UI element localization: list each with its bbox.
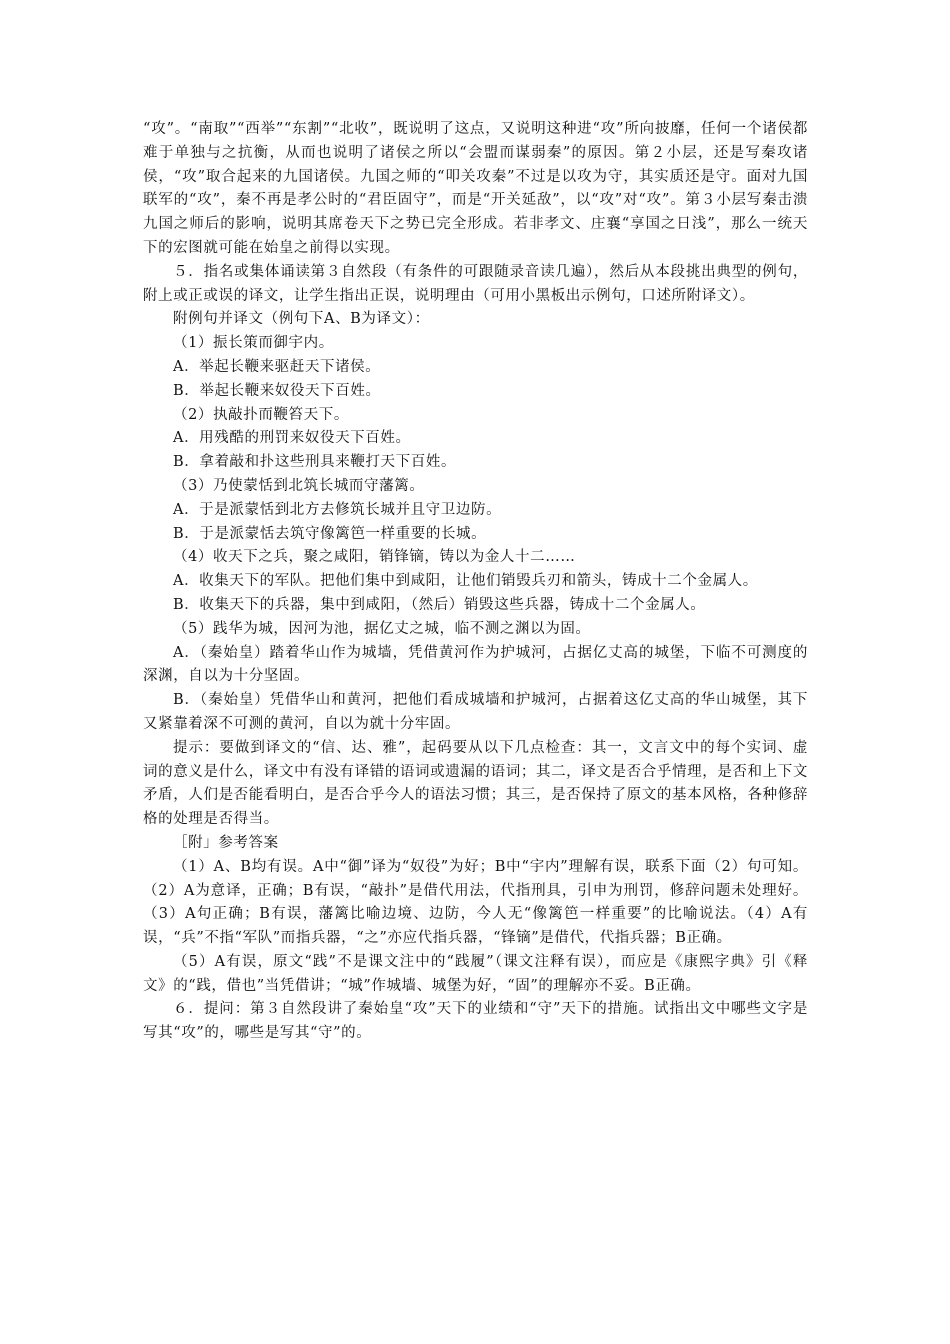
example-3-translation-a: A．于是派蒙恬到北方去修筑长城并且守卫边防。 [173, 501, 502, 518]
answers-1-to-4: （1）A、B均有误。A中“御”译为“奴役”为好；B中“宇内”理解有误，联系下面（2）句可知。（2）A为意译，正确；B有误，“敲扑”是借代用法，代指刑具，引申为刑罚，修辞问题未处理好。（3）A句正确；B有误，藩篱比喻边境、边防，今人无“像篱笆一样重要”的比喻说法。（4）A有误，“兵”不指“军队”而指兵器，“之”亦应代指兵器，“锋镝”是借代，代指兵器；B正确。 [143, 858, 808, 947]
example-4-sentence: （4）收天下之兵，聚之咸阳，销锋镝，铸以为金人十二…… [173, 549, 576, 566]
document-page [143, 118, 808, 1046]
example-2-translation-b: B．拿着敲和扑这些刑具来鞭打天下百姓。 [173, 454, 457, 471]
example-1-translation-b: B．举起长鞭来奴役天下百姓。 [173, 382, 381, 399]
example-1-translation-a: A．举起长鞭来驱赶天下诸侯。 [173, 358, 381, 375]
example-2-translation-a: A．用残酷的刑罚来奴役天下百姓。 [173, 430, 411, 447]
example-3-sentence: （3）乃使蒙恬到北筑长城而守藩篱。 [173, 477, 425, 494]
example-1-sentence: （1）振长策而御宇内。 [173, 335, 334, 352]
example-5-translation-a: A．（秦始皇）踏着华山作为城墙，凭借黄河作为护城河，占据亿丈高的城堡，下临不可测度的深渊，自以为十分坚固。 [143, 644, 808, 685]
answers-5: （5）A有误，原文“践”不是课文注中的“践履”（课文注释有误），而应是《康熙字典》引《释文》的“践，借也”当凭借讲；“城”作城墙、城堡为好，“固”的理解亦不妥。B正确。 [143, 953, 808, 994]
paragraph-example-intro: 附例句并译文（例句下A、B为译文）： [173, 311, 430, 328]
paragraph-hint: 提示：要做到译文的“信、达、雅”，起码要从以下几点检查：其一，文言文中的每个实词、虚词的意义是什么，译文中有没有译错的语词或遗漏的语词；其二，译文是否合乎情理，是否和上下文矛盾，人们是否能看明白，是否合乎今人的语法习惯；其三，是否保持了原文的基本风格，各种修辞格的处理是否得当。 [143, 739, 808, 828]
answers-heading: ［附」参考答案 [173, 834, 279, 851]
paragraph-step-5: ５．指名或集体诵读第３自然段（有条件的可跟随录音读几遍），然后从本段挑出典型的例句，附上或正或误的译文，让学生指出正误，说明理由（可用小黑板出示例句，口述所附译文）。 [143, 263, 808, 304]
paragraph-analysis-continued: “攻”。“南取”“西举”“东割”“北收”，既说明了这点，又说明这种进“攻”所向披靡，任何一个诸侯都难于单独与之抗衡，从而也说明了诸侯之所以“会盟而谋弱秦”的原因。第２小层，还是写秦攻诸侯，“攻”取合起来的九国诸侯。九国之师的“叩关攻秦”不过是以攻为守，其实质还是守。面对九国联军的“攻”，秦不再是孝公时的“君臣固守”，而是“开关延敌”，以“攻”对“攻”。第３小层写秦击溃九国之师后的影响，说明其席卷天下之势已完全形成。若非孝文、庄襄“享国之日浅”，那么一统天下的宏图就可能在始皇之前得以实现。 [143, 121, 808, 256]
example-5-translation-b: B．（秦始皇）凭借华山和黄河，把他们看成城墙和护城河，占据着这亿丈高的华山城堡，其下又紧靠着深不可测的黄河，自以为就十分牢固。 [143, 692, 808, 732]
example-5-sentence: （5）践华为城，因河为池，据亿丈之城，临不测之渊以为固。 [173, 620, 591, 637]
example-3-translation-b: B．于是派蒙恬去筑守像篱笆一样重要的长城。 [173, 525, 487, 542]
example-4-translation-a: A．收集天下的军队。把他们集中到咸阳，让他们销毁兵刃和箭头，铸成十二个金属人。 [173, 573, 758, 590]
example-4-translation-b: B．收集天下的兵器，集中到咸阳，（然后）销毁这些兵器，铸成十二个金属人。 [173, 596, 706, 613]
example-2-sentence: （2）执敲扑而鞭笞天下。 [173, 406, 349, 423]
paragraph-step-6: ６．提问：第３自然段讲了秦始皇“攻”天下的业绩和“守”天下的措施。试指出文中哪些文字是写其“攻”的，哪些是写其“守”的。 [143, 1001, 808, 1042]
